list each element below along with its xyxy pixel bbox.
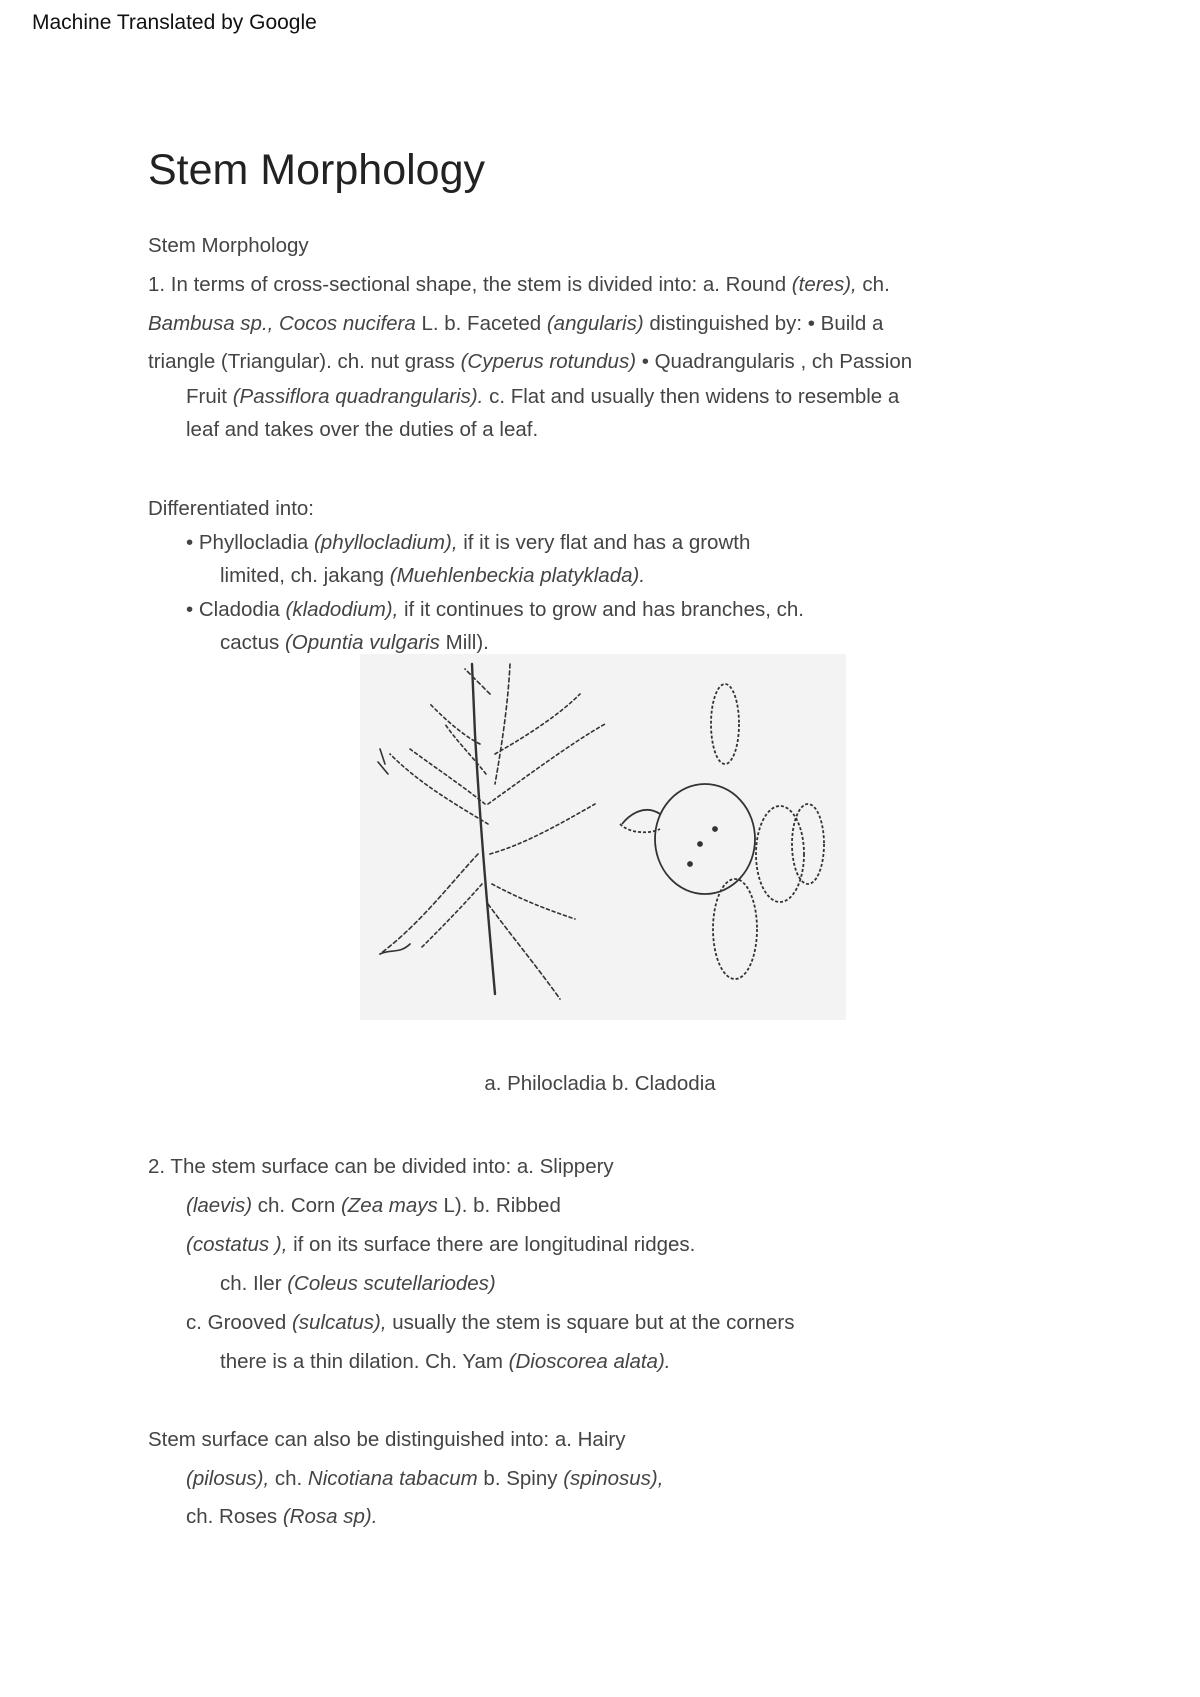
text-run: Mill). xyxy=(439,631,489,654)
italic-text: (Zea mays xyxy=(340,1194,438,1217)
paragraph-line xyxy=(186,1194,561,1218)
italic-text: Nicotiana tabacum xyxy=(307,1467,478,1490)
text-run: triangle (Triangular). ch. nut grass xyxy=(148,350,461,373)
italic-text: (Cyperus rotundus) xyxy=(460,350,637,373)
paragraph-line xyxy=(186,1505,377,1529)
paragraph-line xyxy=(148,1155,614,1179)
figure-caption: a. Philocladia b. Cladodia xyxy=(484,1072,716,1095)
text-run: ch. Iler xyxy=(220,1272,288,1295)
paragraph-line xyxy=(148,1428,625,1452)
text-run: if on its surface there are longitudinal ridges. xyxy=(287,1233,696,1256)
italic-text: (pilosus), xyxy=(186,1467,270,1490)
italic-text: (laevis) xyxy=(186,1194,253,1217)
paragraph-line xyxy=(186,1467,663,1491)
italic-text: (teres), xyxy=(791,273,857,296)
text-run: • Cladodia xyxy=(186,598,286,621)
paragraph-line xyxy=(220,1350,670,1374)
italic-text: Bambusa sp., Cocos nucifera xyxy=(148,312,416,335)
text-run: if it is very flat and has a growth xyxy=(457,531,751,554)
text-run: c. Grooved xyxy=(186,1311,292,1334)
phylloclade-drawing xyxy=(378,664,605,999)
text-run: • Phyllocladia xyxy=(186,531,314,554)
text-run: limited, ch. jakang xyxy=(220,564,390,587)
text-run: 1. In terms of cross-sectional shape, the stem is divided into: a. Round xyxy=(148,273,792,296)
paragraph-line xyxy=(186,418,538,442)
italic-text: (spinosus), xyxy=(563,1467,664,1490)
italic-text: (Dioscorea alata). xyxy=(508,1350,671,1373)
paragraph-line xyxy=(186,1311,794,1335)
text-run: there is a thin dilation. Ch. Yam xyxy=(220,1350,509,1373)
text-run: • Quadrangularis , ch Passion xyxy=(636,350,913,373)
italic-text: (costatus ), xyxy=(186,1233,288,1256)
paragraph-line xyxy=(148,273,890,297)
text-run: distinguished by: • Build a xyxy=(643,312,884,335)
text-run: ch. Corn xyxy=(252,1194,341,1217)
page-title: Stem Morphology xyxy=(148,146,485,194)
text-run: cactus xyxy=(220,631,285,654)
machine-translation-banner: Machine Translated by Google xyxy=(32,11,317,34)
text-run: c. Flat and usually then widens to resemble a xyxy=(483,385,900,408)
cladode-drawing xyxy=(620,684,824,979)
text-run: ch. Roses xyxy=(186,1505,283,1528)
list-item-continuation xyxy=(220,631,489,655)
paragraph-line xyxy=(186,385,899,409)
paragraph-line xyxy=(220,1272,496,1296)
italic-text: (Coleus scutellariodes) xyxy=(287,1272,496,1295)
text-run: ch. xyxy=(856,273,890,296)
text-run: Fruit xyxy=(186,385,233,408)
list-heading: Differentiated into: xyxy=(148,497,315,520)
list-item xyxy=(186,531,750,555)
italic-text: (phyllocladium), xyxy=(313,531,458,554)
text-run: if it continues to grow and has branches, ch. xyxy=(398,598,804,621)
text-run: b. Spiny xyxy=(477,1467,564,1490)
italic-text: (sulcatus), xyxy=(291,1311,387,1334)
italic-text: (Opuntia vulgaris xyxy=(284,631,440,654)
list-item-continuation xyxy=(220,564,645,588)
italic-text: (Passiflora quadrangularis). xyxy=(232,385,484,408)
paragraph-line xyxy=(186,1233,695,1257)
text-run: L. b. Faceted xyxy=(415,312,547,335)
stem-drawing xyxy=(360,654,846,1020)
italic-text: (angularis) xyxy=(546,312,644,335)
italic-text: (kladodium), xyxy=(285,598,399,621)
paragraph-line xyxy=(148,350,912,374)
text-run: leaf and takes over the duties of a leaf. xyxy=(186,418,539,441)
text-run: usually the stem is square but at the corners xyxy=(386,1311,795,1334)
subheading: Stem Morphology xyxy=(148,234,309,257)
stem-illustration xyxy=(360,654,846,1020)
list-item xyxy=(186,598,804,622)
italic-text: (Muehlenbeckia platyklada). xyxy=(389,564,646,587)
italic-text: (Rosa sp). xyxy=(282,1505,378,1528)
paragraph-line xyxy=(148,312,883,336)
text-run: ch. xyxy=(269,1467,308,1490)
text-run: 2. The stem surface can be divided into: a. Slippery xyxy=(148,1155,614,1178)
text-run: Stem surface can also be distinguished into: a. Hairy xyxy=(148,1428,626,1451)
text-run: L). b. Ribbed xyxy=(437,1194,561,1217)
